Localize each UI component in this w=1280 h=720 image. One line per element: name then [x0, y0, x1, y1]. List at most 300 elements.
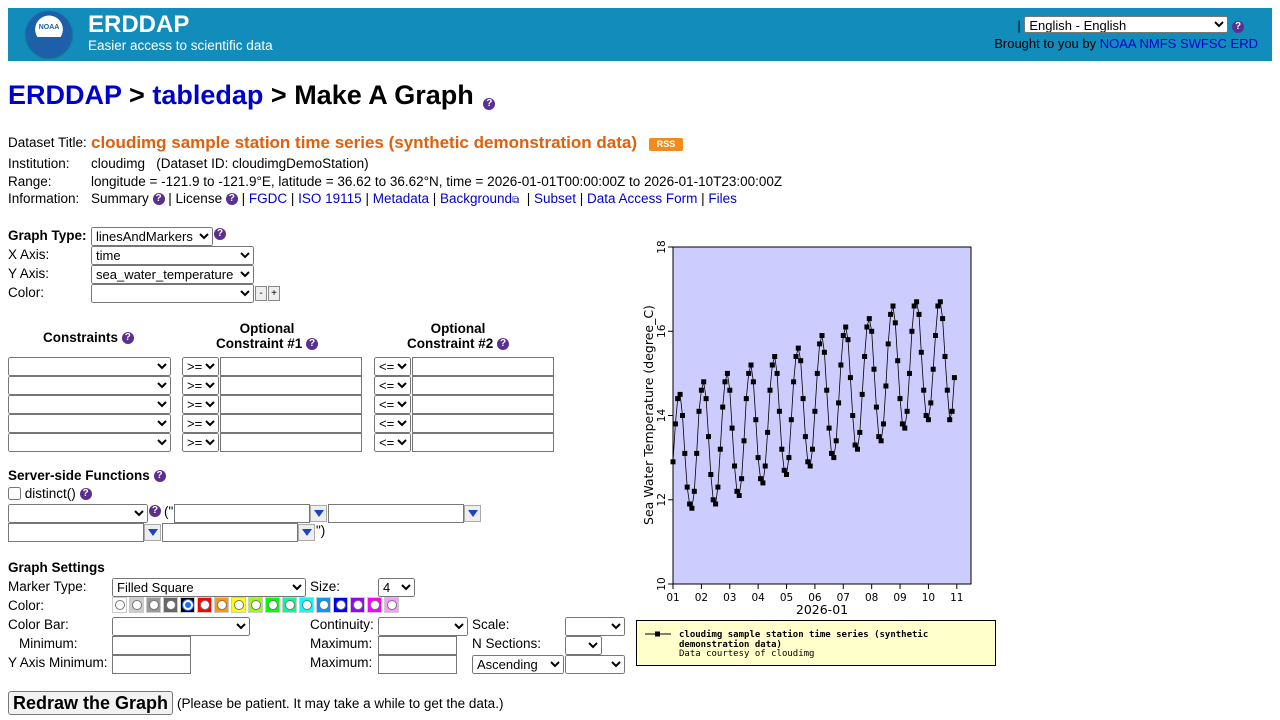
color-swatch[interactable] — [265, 597, 280, 613]
y-axis-max-label: Maximum: — [310, 655, 373, 670]
data-point — [841, 333, 846, 338]
radio-icon — [370, 600, 380, 610]
data-point — [850, 413, 855, 418]
function-close-paren: ") — [316, 523, 326, 538]
constraint1-value-input[interactable] — [220, 376, 362, 395]
data-point — [803, 434, 808, 439]
site-subtitle: Easier access to scientific data — [88, 38, 273, 53]
data-point — [907, 371, 912, 376]
data-point — [860, 392, 865, 397]
data-point — [725, 371, 730, 376]
data-point — [777, 409, 782, 414]
data-point — [715, 485, 720, 490]
range-label: Range: — [8, 174, 52, 189]
data-point — [914, 299, 919, 304]
constraint2-operator-select[interactable] — [374, 433, 411, 452]
logo-text: NOAA — [38, 24, 60, 31]
server-functions-help-icon[interactable]: ? — [154, 470, 166, 482]
data-point — [831, 455, 836, 460]
data-point — [718, 447, 723, 452]
continuity-select[interactable] — [378, 617, 468, 636]
data-point — [867, 316, 872, 321]
constraint-variable-select[interactable] — [8, 376, 171, 395]
data-point — [682, 451, 687, 456]
data-point — [883, 384, 888, 389]
link-noaa[interactable]: NOAA — [1099, 36, 1136, 51]
n-sections-label: N Sections: — [472, 636, 542, 651]
data-point — [713, 502, 718, 507]
data-point — [732, 464, 737, 469]
dataset-id: (Dataset ID: cloudimgDemoStation) — [156, 156, 369, 171]
data-point — [746, 371, 751, 376]
data-point — [857, 430, 862, 435]
y-axis-min-label: Y Axis Minimum: — [8, 655, 108, 670]
y-tick-label: 10 — [656, 577, 668, 591]
radio-icon — [200, 600, 210, 610]
constraint1-value-input[interactable] — [220, 357, 362, 376]
constraint2-line1: Optional — [430, 321, 486, 336]
data-point — [950, 409, 955, 414]
y-axis-title: Sea Water Temperature (degree_C) — [641, 305, 656, 525]
data-point — [692, 489, 697, 494]
data-point — [739, 476, 744, 481]
y-axis-order-select[interactable] — [472, 655, 564, 674]
graph-type-help-icon[interactable]: ? — [214, 228, 226, 240]
distinct-label: distinct() — [24, 486, 76, 501]
y-tick-label: 16 — [656, 324, 668, 338]
noaa-logo[interactable] — [26, 11, 72, 57]
data-point — [917, 312, 922, 317]
radio-icon — [268, 600, 278, 610]
data-point — [817, 341, 822, 346]
data-access-link[interactable]: Data Access Form — [587, 191, 698, 206]
data-point — [685, 485, 690, 490]
data-point — [784, 472, 789, 477]
data-point — [919, 350, 924, 355]
breadcrumb-sep: > — [129, 80, 145, 110]
color-swatch[interactable] — [163, 597, 178, 613]
y-axis-scale-select[interactable] — [565, 655, 625, 674]
data-point — [938, 299, 943, 304]
help-icon[interactable]: ? — [1232, 21, 1244, 33]
data-point — [921, 388, 926, 393]
cbar-max-input[interactable] — [378, 636, 457, 655]
color-minus-button[interactable]: - — [255, 286, 267, 301]
constraint2-header — [405, 321, 511, 351]
constraint1-header — [214, 321, 320, 351]
function-select[interactable] — [8, 504, 148, 523]
x-tick-label: 11 — [950, 592, 964, 604]
constraint2-value-input[interactable] — [412, 414, 554, 433]
constraints-header — [43, 330, 134, 345]
color-bar-select[interactable] — [112, 617, 250, 636]
data-point — [727, 388, 732, 393]
constraint1-operator-select[interactable] — [182, 357, 219, 376]
radio-icon — [251, 600, 261, 610]
data-point — [772, 354, 777, 359]
site-title[interactable]: ERDDAP — [88, 11, 190, 38]
data-point — [864, 325, 869, 330]
data-point — [801, 396, 806, 401]
data-point — [909, 329, 914, 334]
color-swatch[interactable] — [384, 597, 399, 613]
data-point — [786, 455, 791, 460]
data-point — [902, 426, 907, 431]
data-point — [834, 438, 839, 443]
radio-icon — [217, 600, 227, 610]
data-point — [810, 447, 815, 452]
brought-prefix: Brought to you by — [994, 36, 1097, 51]
x-tick-label: 07 — [836, 592, 850, 604]
language-area — [1017, 16, 1244, 33]
constraints-help-icon[interactable]: ? — [122, 332, 134, 344]
color-swatch[interactable] — [282, 597, 297, 613]
constraint2-operator-select[interactable] — [374, 395, 411, 414]
cbar-min-label: Minimum: — [19, 636, 78, 651]
data-point — [775, 371, 780, 376]
color-plus-button[interactable]: + — [268, 286, 280, 301]
data-point — [756, 455, 761, 460]
constraint-variable-select[interactable] — [8, 357, 171, 376]
constraint2-help-icon[interactable]: ? — [497, 338, 509, 350]
data-point — [931, 367, 936, 372]
color-swatch[interactable] — [214, 597, 229, 613]
data-point — [763, 464, 768, 469]
data-point — [846, 337, 851, 342]
cbar-min-input[interactable] — [112, 636, 191, 655]
marker-type-select[interactable] — [112, 578, 306, 597]
data-point — [893, 320, 898, 325]
breadcrumb — [8, 80, 495, 111]
data-point — [730, 426, 735, 431]
constraint-variable-select[interactable] — [8, 414, 171, 433]
data-point — [947, 417, 952, 422]
data-point — [749, 363, 754, 368]
files-link[interactable]: Files — [708, 191, 737, 206]
data-point — [928, 400, 933, 405]
data-point — [926, 417, 931, 422]
data-point — [869, 329, 874, 334]
legend-line2: demonstration data) — [679, 640, 782, 650]
language-separator: | — [1017, 18, 1021, 33]
data-point — [836, 400, 841, 405]
constraint1-value-input[interactable] — [220, 395, 362, 414]
radio-icon — [115, 600, 125, 610]
data-point — [720, 405, 725, 410]
page-title: Make A Graph — [294, 80, 474, 110]
site-banner — [8, 8, 1272, 61]
n-sections-select[interactable] — [565, 636, 602, 655]
radio-icon — [183, 600, 193, 610]
constraint1-line2: Constraint #1 — [215, 336, 303, 351]
language-select[interactable] — [1024, 16, 1228, 33]
server-functions-header — [8, 468, 166, 483]
breadcrumb-protocol[interactable]: tabledap — [152, 80, 264, 110]
data-point — [945, 388, 950, 393]
y-axis-select[interactable] — [91, 265, 254, 284]
data-point — [680, 413, 685, 418]
data-point — [886, 341, 891, 346]
data-point — [794, 354, 799, 359]
data-point — [812, 409, 817, 414]
color-swatch[interactable] — [129, 597, 144, 613]
iso-link[interactable]: ISO 19115 — [298, 191, 362, 206]
constraint1-operator-select[interactable] — [182, 414, 219, 433]
data-point — [678, 392, 683, 397]
function-help-icon[interactable]: ? — [149, 505, 161, 517]
subset-link[interactable]: Subset — [533, 191, 577, 206]
radio-icon — [166, 600, 176, 610]
color-swatch[interactable] — [112, 597, 127, 613]
y-tick-label: 14 — [656, 408, 668, 423]
background-link[interactable]: Background — [440, 191, 513, 206]
graph-type-label: Graph Type: — [8, 228, 87, 243]
cbar-max-label: Maximum: — [310, 636, 373, 651]
graph-type-select[interactable] — [91, 227, 213, 246]
radio-icon — [149, 600, 159, 610]
data-point — [706, 434, 711, 439]
dataset-title-label: Dataset Title: — [8, 135, 87, 150]
radio-icon — [302, 600, 312, 610]
data-point — [838, 363, 843, 368]
redraw-note: (Please be patient. It may take a while to get the data.) — [177, 696, 504, 711]
constraint2-operator-select[interactable] — [374, 376, 411, 395]
graph-chart — [636, 236, 996, 620]
data-point — [933, 333, 938, 338]
data-point — [820, 333, 825, 338]
color-var-label: Color: — [8, 285, 45, 300]
data-point — [822, 350, 827, 355]
scale-select[interactable] — [565, 617, 625, 636]
data-point — [694, 451, 699, 456]
breadcrumb-sep: > — [270, 80, 287, 110]
data-point — [824, 388, 829, 393]
data-point — [895, 358, 900, 363]
color-swatch[interactable] — [248, 597, 263, 613]
color-swatch[interactable] — [231, 597, 246, 613]
y-tick-label: 18 — [656, 240, 668, 254]
redraw-graph-button[interactable]: Redraw the Graph — [8, 691, 173, 715]
x-tick-label: 08 — [864, 592, 879, 604]
graph-legend — [636, 620, 996, 666]
data-point — [940, 316, 945, 321]
server-functions-label: Server-side Functions — [8, 468, 150, 483]
scale-label: Scale: — [472, 617, 510, 632]
color-var-select[interactable] — [91, 284, 254, 303]
data-point — [943, 354, 948, 359]
constraint2-value-input[interactable] — [412, 395, 554, 414]
data-point — [872, 367, 877, 372]
constraint2-line2: Constraint #2 — [406, 336, 494, 351]
x-tick-label: 04 — [751, 592, 765, 604]
color-swatch[interactable] — [299, 597, 314, 613]
data-point — [673, 421, 678, 426]
x-tick-label: 01 — [666, 592, 680, 604]
summary-help-icon[interactable]: ? — [153, 193, 165, 205]
marker-type-label: Marker Type: — [8, 579, 87, 594]
data-point — [827, 426, 832, 431]
distinct-checkbox[interactable] — [8, 487, 21, 500]
continuity-label: Continuity: — [310, 617, 374, 632]
x-tick-label: 09 — [893, 592, 907, 604]
color-swatch[interactable] — [316, 597, 331, 613]
constraint1-value-input[interactable] — [220, 433, 362, 452]
data-point — [891, 304, 896, 309]
x-tick-label: 06 — [808, 592, 822, 604]
data-point — [789, 417, 794, 422]
marker-size-label: Size: — [310, 579, 341, 594]
color-swatch[interactable] — [180, 597, 195, 613]
data-point — [881, 421, 886, 426]
graph-settings-header: Graph Settings — [8, 560, 105, 575]
data-point — [708, 472, 713, 477]
legend-line1: cloudimg sample station time series (synthetic — [679, 630, 929, 640]
function-arg1-dropdown[interactable] — [310, 505, 327, 522]
data-point — [855, 447, 860, 452]
data-point — [704, 396, 709, 401]
legend-credit: Data courtesy of cloudimg — [679, 649, 815, 659]
data-point — [879, 438, 884, 443]
data-point — [768, 388, 773, 393]
data-point — [874, 405, 879, 410]
y-axis-label: Y Axis: — [8, 266, 50, 281]
color-palette — [112, 597, 402, 613]
x-tick-label: 02 — [694, 592, 709, 604]
data-point — [699, 388, 704, 393]
distinct-help-icon[interactable]: ? — [80, 488, 92, 500]
function-arg1-input[interactable] — [174, 504, 310, 523]
color-swatch[interactable] — [367, 597, 382, 613]
data-point — [760, 480, 765, 485]
marker-size-select[interactable] — [378, 578, 415, 597]
institution-label: Institution: — [8, 156, 70, 171]
dataset-title: cloudimg sample station time series (synthetic demonstration data) — [91, 133, 638, 152]
color-swatch[interactable] — [146, 597, 161, 613]
data-point — [905, 409, 910, 414]
function-arg2-input[interactable] — [328, 504, 464, 523]
data-point — [742, 438, 747, 443]
license-help-icon[interactable]: ? — [226, 193, 238, 205]
data-point — [737, 493, 742, 498]
x-axis-title: 2026-01 — [795, 602, 849, 617]
radio-icon — [387, 600, 397, 610]
constraint1-value-input[interactable] — [220, 414, 362, 433]
help-icon[interactable]: ? — [483, 98, 495, 110]
data-point — [765, 430, 770, 435]
color-swatch[interactable] — [333, 597, 348, 613]
data-point — [952, 375, 957, 380]
data-point — [848, 375, 853, 380]
constraint2-value-input[interactable] — [412, 433, 554, 452]
data-point — [770, 363, 775, 368]
constraint2-operator-select[interactable] — [374, 357, 411, 376]
data-point — [753, 417, 758, 422]
institution-value: cloudimg — [91, 156, 146, 171]
data-point — [779, 447, 784, 452]
data-point — [815, 371, 820, 376]
data-point — [862, 354, 867, 359]
color-bar-label: Color Bar: — [8, 617, 69, 632]
x-tick-label: 10 — [921, 592, 936, 604]
data-point — [697, 409, 702, 414]
color-swatch[interactable] — [197, 597, 212, 613]
breadcrumb-home[interactable]: ERDDAP — [8, 80, 122, 110]
y-axis-max-input[interactable] — [378, 655, 457, 674]
x-axis-select[interactable] — [91, 246, 254, 265]
metadata-link[interactable]: Metadata — [372, 191, 429, 206]
data-point — [808, 464, 813, 469]
constraint1-help-icon[interactable]: ? — [306, 338, 318, 350]
rss-icon[interactable]: RSS — [649, 138, 683, 151]
x-axis-label: X Axis: — [8, 247, 50, 262]
x-tick-label: 03 — [723, 592, 737, 604]
y-tick-label: 12 — [656, 493, 668, 507]
constraint1-operator-select[interactable] — [182, 395, 219, 414]
data-point — [751, 379, 756, 384]
constraint1-operator-select[interactable] — [182, 376, 219, 395]
data-point — [796, 346, 801, 351]
license-label: License — [175, 191, 223, 206]
radio-icon — [285, 600, 295, 610]
radio-icon — [319, 600, 329, 610]
data-point — [723, 379, 728, 384]
function-arg2-dropdown[interactable] — [464, 505, 481, 522]
x-tick-label: 05 — [779, 592, 794, 604]
summary-label: Summary — [91, 191, 149, 206]
data-point — [791, 379, 796, 384]
data-point — [898, 396, 903, 401]
link-erd[interactable]: ERD — [1230, 36, 1258, 51]
constraint2-value-input[interactable] — [412, 357, 554, 376]
legend-marker-icon — [645, 630, 671, 638]
data-point — [888, 312, 893, 317]
constraints-label: Constraints — [43, 330, 119, 345]
function-arg4-dropdown[interactable] — [298, 524, 315, 541]
radio-icon — [353, 600, 363, 610]
data-point — [744, 396, 749, 401]
legend-title — [679, 630, 928, 650]
distinct-row — [8, 486, 92, 501]
fgdc-link[interactable]: FGDC — [248, 191, 288, 206]
radio-icon — [336, 600, 346, 610]
constraint-variable-select[interactable] — [8, 395, 171, 414]
function-arg3-input[interactable] — [8, 523, 144, 542]
data-point — [701, 379, 706, 384]
constraint-variable-select[interactable] — [8, 433, 171, 452]
external-link-icon: ⧉ — [512, 195, 520, 206]
radio-icon — [132, 600, 142, 610]
constraint1-operator-select[interactable] — [182, 433, 219, 452]
y-axis-min-input[interactable] — [112, 655, 191, 674]
function-arg4-input[interactable] — [162, 523, 298, 542]
constraint2-value-input[interactable] — [412, 376, 554, 395]
link-swfsc[interactable]: SWFSC — [1179, 36, 1227, 51]
range-value: longitude = -121.9 to -121.9°E, latitude = 36.62 to 36.62°N, time = 2026-01-01T00:00:00Z to 2026-01-10T23:00:00Z — [91, 174, 783, 189]
data-point — [689, 506, 694, 511]
data-point — [843, 325, 848, 330]
function-arg3-dropdown[interactable] — [144, 524, 161, 541]
constraint2-operator-select[interactable] — [374, 414, 411, 433]
radio-icon — [234, 600, 244, 610]
brought-to-you — [994, 36, 1258, 51]
constraint1-line1: Optional — [239, 321, 295, 336]
logo-wave — [32, 37, 66, 51]
link-nmfs[interactable]: NMFS — [1139, 36, 1177, 51]
marker-color-label: Color: — [8, 598, 45, 613]
color-swatch[interactable] — [350, 597, 365, 613]
data-point — [798, 358, 803, 363]
data-point — [671, 459, 676, 464]
